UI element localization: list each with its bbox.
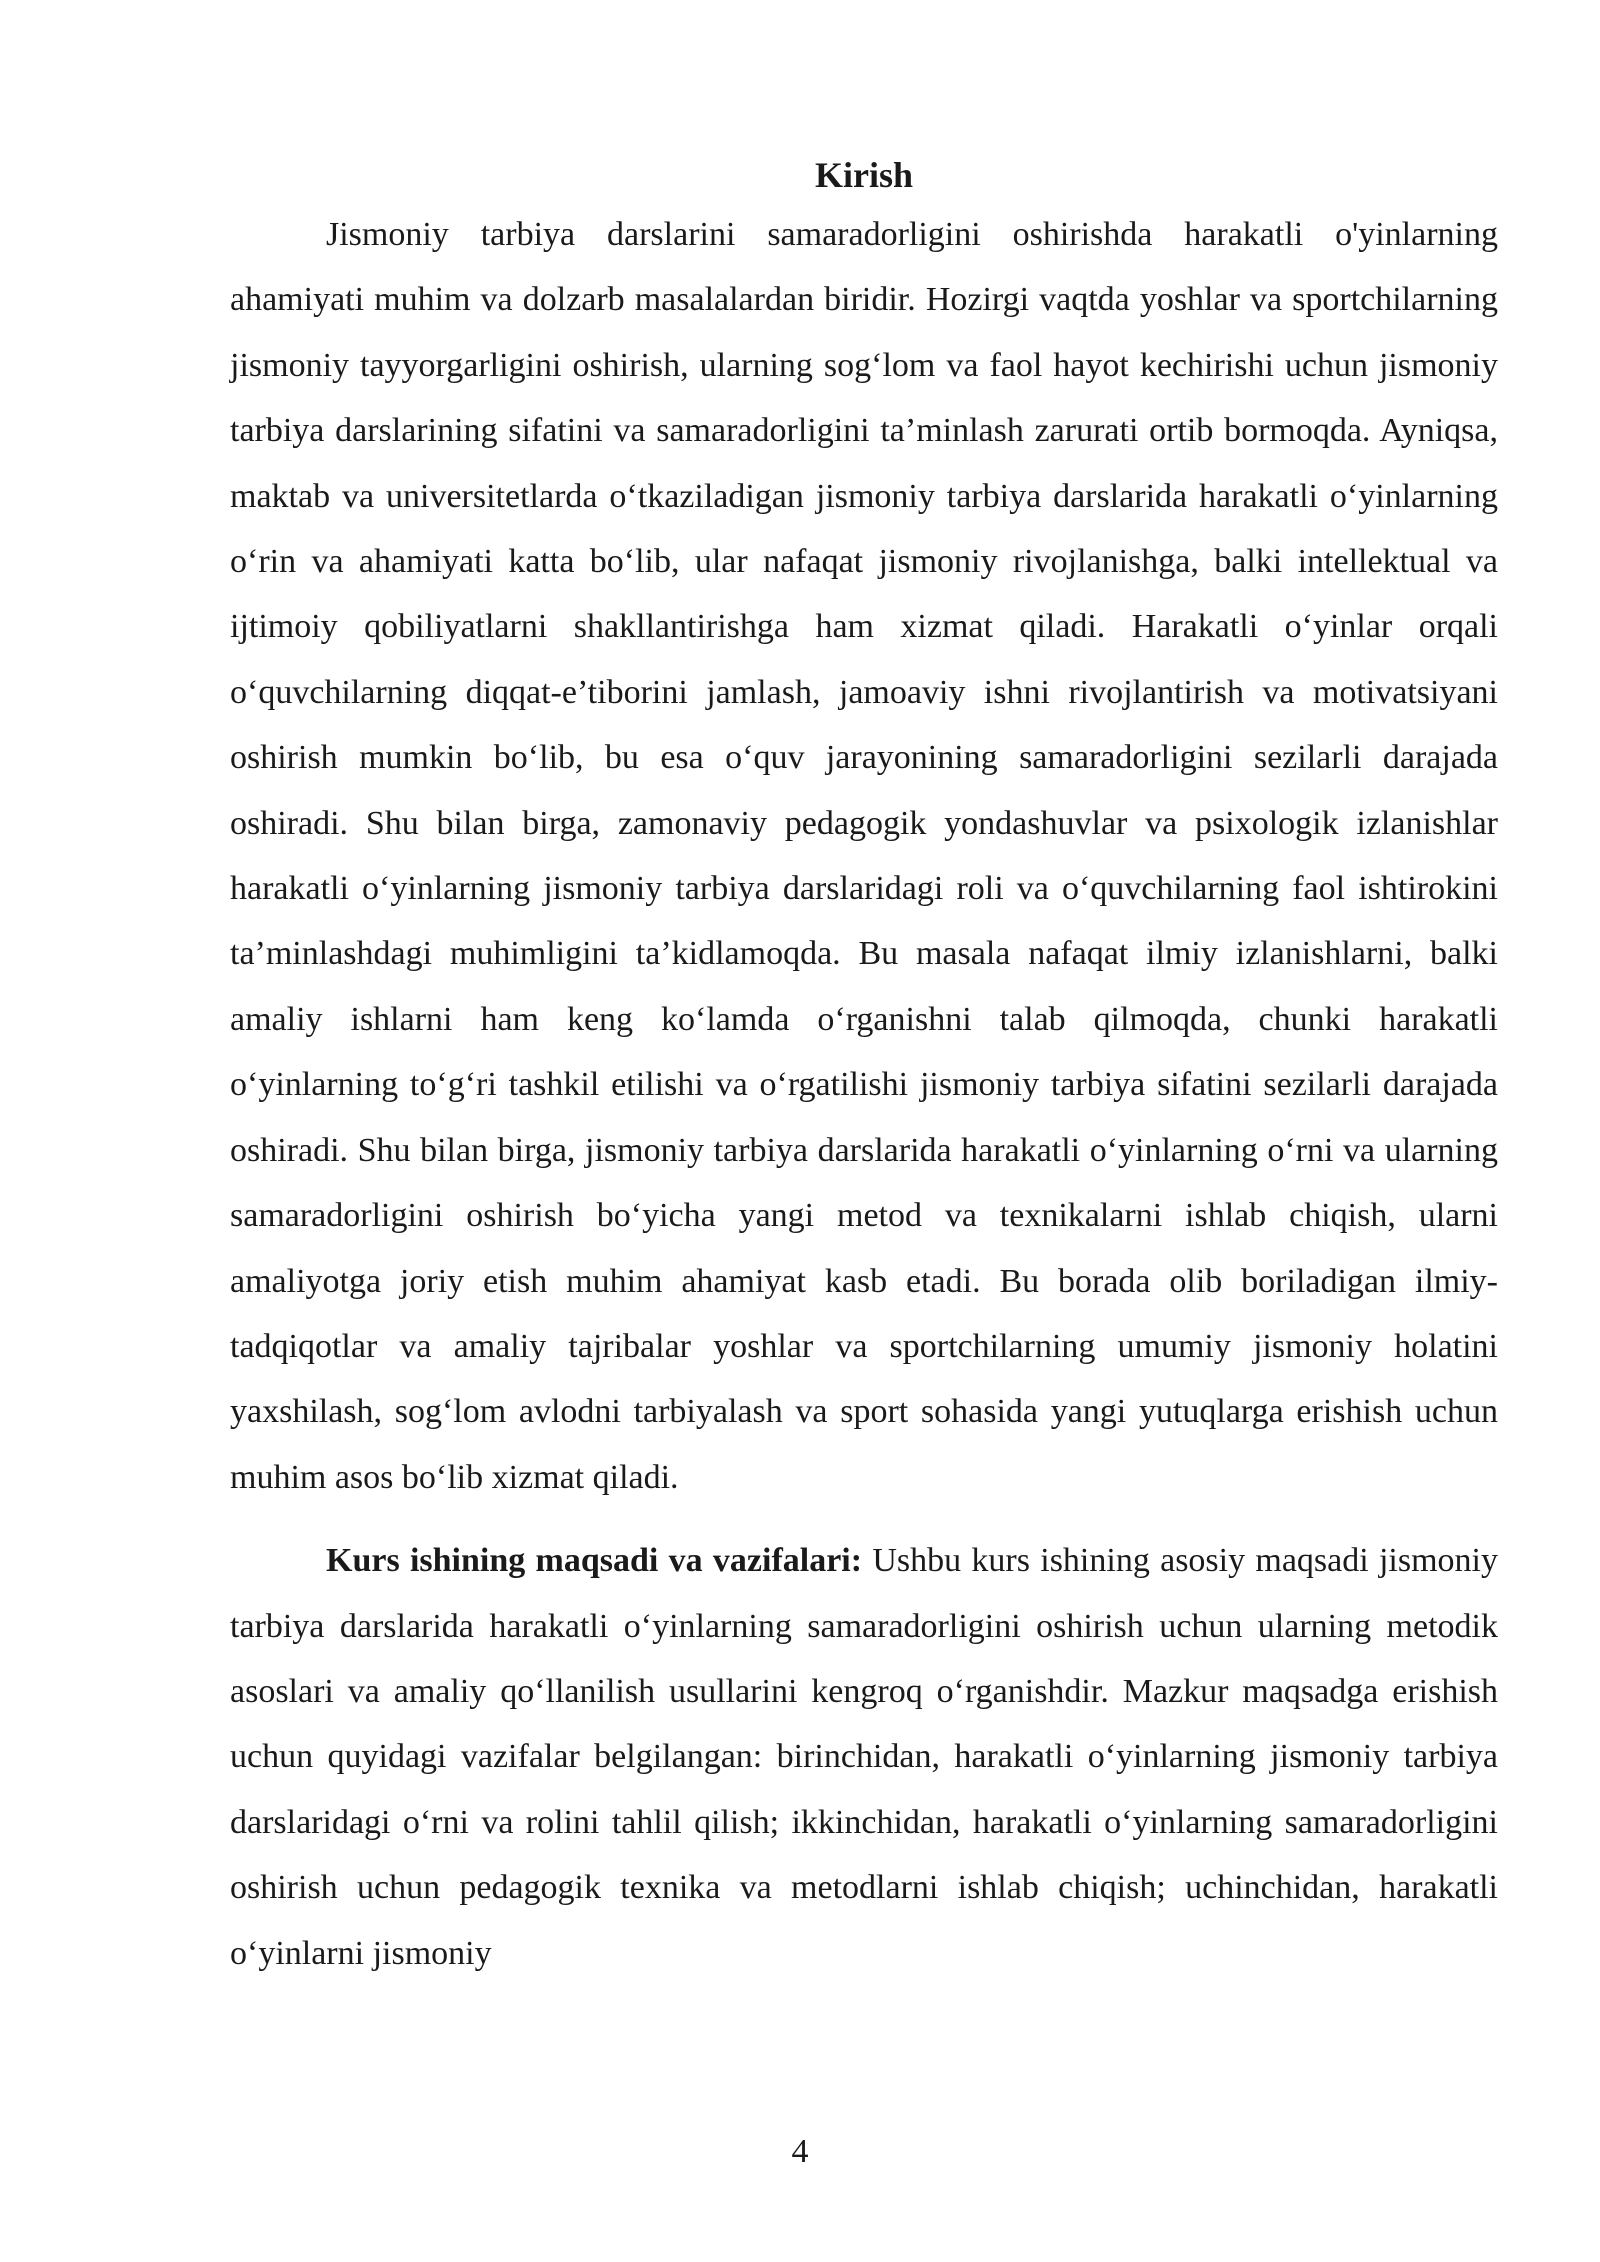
page-number: 4 [791,2133,809,2170]
goals-paragraph-body: Ushbu kurs ishining asosiy maqsadi jismoniy tarbiya darslarida harakatli o‘yinlarning samaradorligini oshirish uchun ularning metodik asoslari va amaliy qo‘llanilish usullarini kengroq o‘rganishdir. Mazkur maqsadga erishish uchun quyidagi vazifalar belgilangan: birinchidan, harakatli o‘yinlarning jismoniy tarbiya darslaridagi o‘rni va rolini tahlil qilish; ikkinchidan, harakatli o‘yinlarning samaradorligini oshirish uchun pedagogik texnika va metodlarni ishlab chiqish; uchinchidan, harakatli o‘yinlarni jismoniy [230,1542,1498,1972]
goals-paragraph [230,1528,1498,1986]
section-heading: Kirish [814,155,913,195]
document-page [230,148,1498,1986]
intro-paragraph: Jismoniy tarbiya darslarini samaradorligini oshirishda harakatli o'yinlarning ahamiyati muhim va dolzarb masalalardan biridir. Hozirgi vaqtda yoshlar va sportchilarning jismoniy tayyorgarligini oshirish, ularning sog‘lom va faol hayot kechirishi uchun jismoniy tarbiya darslarining sifatini va samaradorligini ta’minlash zarurati ortib bormoqda. Ayniqsa, maktab va universitetlarda o‘tkaziladigan jismoniy tarbiya darslarida harakatli o‘yinlarning o‘rin va ahamiyati katta bo‘lib, ular nafaqat jismoniy rivojlanishga, balki intellektual va ijtimoiy qobiliyatlarni shakllantirishga ham xizmat qiladi. Harakatli o‘yinlar orqali o‘quvchilarning diqqat-e’tiborini jamlash, jamoaviy ishni rivojlantirish va motivatsiyani oshirish mumkin bo‘lib, bu esa o‘quv jarayonining samaradorligini sezilarli darajada oshiradi. Shu bilan birga, zamonaviy pedagogik yondashuvlar va psixologik izlanishlar harakatli o‘yinlarning jismoniy tarbiya darslaridagi roli va o‘quvchilarning faol ishtirokini ta’minlashdagi muhimligini ta’kidlamoqda. Bu masala nafaqat ilmiy izlanishlarni, balki amaliy ishlarni ham keng ko‘lamda o‘rganishni talab qilmoqda, chunki harakatli o‘yinlarning to‘g‘ri tashkil etilishi va o‘rgatilishi jismoniy tarbiya sifatini sezilarli darajada oshiradi. Shu bilan birga, jismoniy tarbiya darslarida harakatli o‘yinlarning o‘rni va ularning samaradorligini oshirish bo‘yicha yangi metod va texnikalarni ishlab chiqish, ularni amaliyotga joriy etish muhim ahamiyat kasb etadi. Bu borada olib boriladigan ilmiy-tadqiqotlar va amaliy tajribalar yoshlar va sportchilarning umumiy jismoniy holatini yaxshilash, sog‘lom avlodni tarbiyalash va sport sohasida yangi yutuqlarga erishish uchun muhim asos bo‘lib xizmat qiladi. [230,216,1498,1496]
goals-paragraph-lead: Kurs ishining maqsadi va vazifalari: [326,1542,863,1580]
